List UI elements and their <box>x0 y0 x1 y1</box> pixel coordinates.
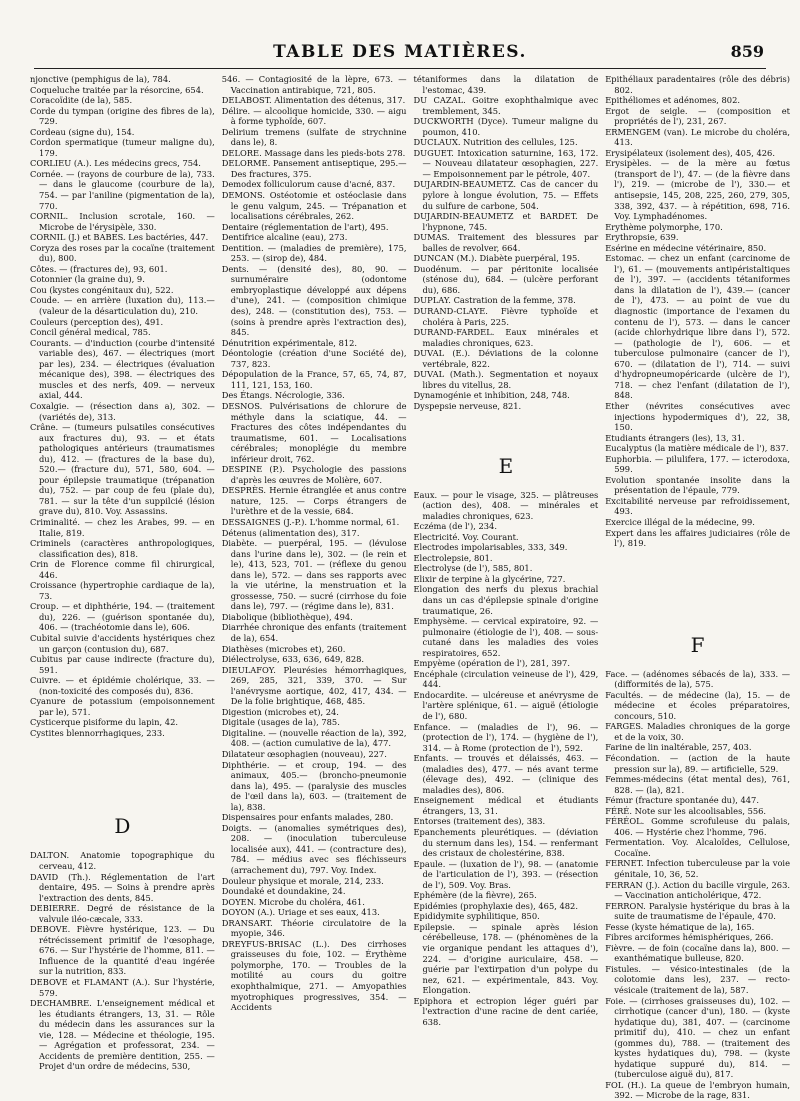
index-entry: Cotonnier (la graine du), 9. <box>30 274 145 285</box>
index-entry: Dents. — (densité des), 80, 90. — surnuméraire (odontome embryoplastique développé aux dépens d'une), 241. — (composition chimique des), 248. — (constitution des), 753. — (soins à prendre après l'extraction des), 845. <box>221 263 407 338</box>
index-entry: Enfance. — (maladies de l'), 96. — (protection de l'), 174. — (hygiène de l'), 314. — à Rome (protection de l'), 592. <box>413 721 599 753</box>
index-entry: Dentition. — (maladies de première), 175, 253. — (sirop de), 484. <box>221 242 407 264</box>
index-entry: Dentaire (réglementation de l'art), 495. <box>221 221 389 232</box>
index-entry: Face. — (adénomes sébacés de la), 333. — (difformités de la), 575. <box>605 668 790 690</box>
index-entry: Cornée. — (rayons de courbure de la), 733. — dans le glaucome (courbure de la), 754. — par l'aniline (pigmentation de la), 770. <box>30 168 215 211</box>
index-entry: tétaniformes dans la dilatation de l'estomac, 439. <box>413 74 599 95</box>
index-entry: Empyème (opération de l'), 281, 397. <box>413 658 570 669</box>
index-entry: Epaule. — (luxation de l'), 98. — (anatomie de l'articulation de l'), 393. — (résection de l'), 509. Voy. Bras. <box>413 858 599 890</box>
index-entry: DAVID (Th.). Réglementation de l'art dentaire, 495. — Soins à prendre après l'extraction des dents, 845. <box>30 871 215 903</box>
index-entry: Diabolique (bibliothèque), 494. <box>221 611 353 622</box>
index-entry: Eucalyptus (la matière médicale de l'), 837. <box>605 443 789 454</box>
index-entry: Enseignement médical et étudiants étrangers, 13, 31. <box>413 795 599 816</box>
index-entry: Delirium tremens (sulfate de strychnine dans le), 8. <box>221 126 407 148</box>
index-entry: Enfants. — trouvés et délaissés, 463. — (maladies des), 477. — nés avant terme (élevage des), 492. — (clinique des maladies des), 806. <box>413 753 599 795</box>
index-entry: Erythropsie, 639. <box>605 232 679 243</box>
index-entry: DUCLAUX. Nutrition des cellules, 125. <box>413 137 578 148</box>
index-entry: Dentifrice alcaline (eau), 273. <box>221 232 348 243</box>
index-entry: Elixir de terpine à la glycérine, 727. <box>413 573 566 584</box>
index-entry: DEMONS. Ostéotomie et ostéoclasie dans le genu valgum, 245. — Trépanation et localisations cérébrales, 262. <box>221 190 407 222</box>
index-entry: DRANSART. Théorie circulatoire de la myopie, 346. <box>221 917 407 939</box>
index-entry: Electrolepsie, 801. <box>413 552 493 563</box>
index-entry: DUCKWORTH (Dyce). Tumeur maligne du poumon, 410. <box>413 116 599 137</box>
index-entry: DUJARDIN-BEAUMETZ. Cas de cancer du pylore à longue évolution, 75. — Effets du sulfure de carbone, 504. <box>413 179 599 211</box>
index-entry: DUGUET. Intoxication saturnine, 163, 172. — Nouveau dilatateur œsophagien, 227. — Empoisonnement par le pétrole, 407. <box>413 147 599 179</box>
index-entry: FERRON. Paralysie hystérique du bras à la suite de traumatisme de l'épaule, 470. <box>605 900 790 922</box>
index-entry: DELABOST. Alimentation des détenus, 317. <box>221 95 406 106</box>
index-entry: Cou (kystes congénitaux du), 522. <box>30 284 174 295</box>
index-entry: Cubital suivie d'accidents hystériques chez un garçon (contusion du), 687. <box>30 632 215 654</box>
index-column-3 <box>414 74 599 1079</box>
index-entry: CORNIL (J.) et BABES. Les bactéries, 447. <box>30 232 209 243</box>
index-entry: Ergot de seigle. — (composition et propriétés de l'), 231, 267. <box>605 105 790 127</box>
section-letter-heading: F <box>690 632 705 657</box>
index-entry: Eczéma (de l'), 234. <box>413 521 497 532</box>
index-entry: Dilatateur œsophagien (nouveau), 227. <box>221 749 387 759</box>
index-entry: DREYFUS-BRISAC (L.). Des cirrhoses graisseuses du foie, 102. — Érythème polymorphe, 170. — Troubles de la motilité au cours du goitre exophthalmique, 271. — Amyopathies myotrophiques progressives, 354. — Accidents <box>221 938 407 1013</box>
index-entry: Cubitus par cause indirecte (fracture du), 591. <box>30 654 215 675</box>
index-entry: Coqueluche traitée par la résorcine, 654. <box>30 84 204 95</box>
index-entry: Foie. — (cirrhoses graisseuses du), 102. — cirrhotique (cancer d'un), 180. — (kyste hydatique du), 381, 407. — (carcinome primitif du), 410. — chez un enfant (gommes du), 788. — (traitement des kystes hydatiques du), 798. — (kyste hydatique suppuré du), 814. — (tuberculose aiguë du), 817. <box>605 995 790 1080</box>
index-entry: 546. — Contagiosité de la lèpre, 673. — Vaccination antirabique, 721, 805. <box>221 74 407 95</box>
index-entry: Epilepsie. — spinale après lésion cérébelleuse, 178. — (phénomènes de la vie organique pendant les attaques d'), 224. — d'origine auriculaire, 458. — guérie par l'extirpation d'un polype du nez, 621. — expérimentale, 843. Voy. Elongation. <box>413 921 599 996</box>
index-entry: Dispensaires pour enfants malades, 280. <box>221 812 394 823</box>
index-entry: Entorses (traitement des), 383. <box>413 816 546 827</box>
index-entry: DALTON. Anatomie topographique du cerveau, 412. <box>30 850 215 871</box>
index-entry: DESSAIGNES (J.-P.). L'homme normal, 61. <box>221 516 400 527</box>
index-entry: Fièvre. — de foin (cocaïne dans la), 800. — exanthématique bulleuse, 820. <box>605 942 790 964</box>
index-entry: DOYEN. Microbe du choléra, 461. <box>221 896 365 907</box>
index-entry: DUNCAN (M.). Diabète puerpéral, 195. <box>413 253 580 264</box>
section-spacer <box>605 549 790 619</box>
index-entry: Cordon spermatique (tumeur maligne du), 179. <box>30 137 215 158</box>
index-entry: Encéphale (circulation veineuse de l'), 429, 444. <box>413 668 599 690</box>
index-entry: Femmes-médecins (état mental des), 761, 828. — (la), 821. <box>605 774 790 795</box>
index-entry: FERNET. Infection tuberculeuse par la voie génitale, 10, 36, 52. <box>605 858 790 879</box>
index-entry: Coxalgie. — (résection dans a), 302. — (variétés de), 313. <box>30 400 215 422</box>
index-entry: DESPRÈS. Hernie étranglée et anus contre nature, 125. — Corps étrangers de l'urèthre et de la vessie, 684. <box>221 485 407 517</box>
index-entry: Criminalité. — chez les Arabes, 99. — en Italie, 819. <box>30 516 215 538</box>
index-entry: Fesse (kyste hématique de la), 165. <box>605 921 755 932</box>
index-entry: DECHAMBRE. L'enseignement médical et les étudiants étrangers, 13, 31. — Rôle du médecin dans les assurances sur la vie, 128. — Médecine et théologie, 195. — Agrégation et professorat, 234. — Accidents de première dentition, 255. — Projet d'un ordre de médecins, 530, <box>30 998 215 1072</box>
index-entry: Criminels (caractères anthropologiques, classification des), 818. <box>30 538 215 559</box>
index-entry: Diathèses (microbes et), 260. <box>221 643 346 654</box>
index-entry: DELORE. Massage dans les pieds-bots 278. <box>221 147 406 158</box>
page-title: TABLE DES MATIÈRES. <box>273 42 527 62</box>
index-entry: Diphthérie. — et croup, 194. — des animaux, 405.— (broncho-pneumonie dans la), 495. — (paralysie des muscles de l'œil dans la), 603. — (traitement de la), 838. <box>221 759 407 812</box>
index-entry: Esérine en médecine vétérinaire, 850. <box>605 242 767 253</box>
index-entry: Ephémère (de la fièvre), 265. <box>413 890 537 901</box>
index-entry: Coracoïdite (de la), 585. <box>30 95 133 106</box>
index-column-2 <box>222 74 407 1079</box>
index-entry: Diarrhée chronique des enfants (traitement de la), 654. <box>221 622 407 643</box>
index-entry: Cuivre. — et épidémie cholérique, 33. — (non-toxicité des composés du), 836. <box>30 675 215 696</box>
index-entry: DUPLAY. Castration de la femme, 378. <box>413 295 576 306</box>
index-entry: Fistules. — vésico-intestinales (de la colotomie dans les), 237. — recto-vésicale (traitement de la), 587. <box>605 963 790 996</box>
index-entry: FARGES. Maladies chroniques de la gorge et de la voix, 30. <box>605 721 790 742</box>
index-entry: Dénutrition expérimentale, 812. <box>221 337 358 348</box>
index-column-4 <box>605 74 790 1101</box>
page-number: 859 <box>730 42 764 61</box>
index-entry: Dyspepsie nerveuse, 821. <box>413 400 522 411</box>
index-entry: njonctive (pemphigus de la), 784. <box>30 74 171 84</box>
index-entry: Ether (névrites consécutives avec injections hypodermiques d'), 22, 38, 150. <box>605 400 790 433</box>
index-entry: Epanchements pleurétiques. — (déviation du sternum dans les), 154. — renfermant des cristaux de cholestérine, 838. <box>413 827 599 859</box>
index-entry: Cystites blennorrhagiques, 233. <box>30 727 165 738</box>
index-entry: FÉRÉOL. Gomme scrofuleuse du palais, 406. — Hystérie chez l'homme, 796. <box>605 816 790 837</box>
index-entry: Digitaline. — (nouvelle réaction de la), 392, 408. — (action cumulative de la), 477. <box>221 727 407 749</box>
index-entry: Croup. — et diphthérie, 194. — (traitement du), 226. — (guérison spontanée du), 406. — (trachéotomie dans le), 606. <box>30 601 215 633</box>
index-entry: Epidémies (prophylaxie des), 465, 482. <box>413 900 578 911</box>
index-entry: Evolution spontanée insolite dans la présentation de l'épaule, 779. <box>605 474 790 496</box>
index-entry: CORNIL. Inclusion scrotale, 160. — Microbe de l'érysipèle, 330. <box>30 211 215 232</box>
index-entry: Eaux. — pour le visage, 325. — plâtreuses (action des), 408. — minérales et maladies chroniques, 623. <box>413 489 599 521</box>
index-columns <box>30 74 790 1101</box>
index-entry: DELORME. Pansement antiseptique, 295.— Des fractures, 375. <box>221 158 407 179</box>
index-entry: Diélectrolyse, 633, 636, 649, 828. <box>221 654 365 665</box>
index-entry: Farine de lin inaltérable, 257, 403. <box>605 742 752 753</box>
index-entry: DUVAL (Math.). Segmentation et noyaux libres du vitellus, 28. <box>413 369 599 390</box>
index-entry: Epithéliaux paradentaires (rôle des débris) 802. <box>605 74 790 95</box>
index-entry: Digitale (usages de la), 785. <box>221 717 340 728</box>
index-entry: DEBIERRE. Degré de résistance de la valvule iléo-cæcale, 333. <box>30 903 215 924</box>
index-entry: Erythème polymorphe, 170. <box>605 221 723 232</box>
index-column-1 <box>30 74 215 1079</box>
index-entry: DU CAZAL. Goitre exophthalmique avec tremblement, 345. <box>413 95 599 116</box>
index-entry: Euphorbia. — pilulifera, 177. — icterodoxa, 599. <box>605 453 790 475</box>
section-spacer <box>414 412 599 440</box>
index-entry: DUJARDIN-BEAUMETZ et BARDET. De l'hypnone, 745. <box>413 211 599 232</box>
index-entry: Dépopulation de la France, 57, 65, 74, 87, 111, 121, 153, 160. <box>221 369 407 390</box>
index-entry: Erysipèles. — de la mère au fœtus (transport de l'), 47. — (de la fièvre dans l'), 219. — (microbe de l'), 330.— et antisepsie, 145, 208, 225, 260, 279, 305, 338, 392, 437. — à répétition, 698, 716. Voy. Lymphadénomes. <box>605 158 790 222</box>
index-entry: Exercice illégal de la médecine, 99. <box>605 516 755 527</box>
section-letter-heading: E <box>498 453 514 478</box>
index-entry: Fermentation. Voy. Alcaloïdes, Cellulose, Cocaïne. <box>605 837 790 858</box>
index-entry: Croissance (hypertrophie cardiaque de la), 73. <box>30 580 215 601</box>
index-entry: Côtes. — (fractures de), 93, 601. <box>30 263 168 274</box>
index-entry: DUMAS. Traitement des blessures par balles de revolver, 664. <box>413 232 599 253</box>
index-entry: Excitabilité nerveuse par refroidissement, 493. <box>605 495 790 517</box>
index-entry: Couleurs (perception des), 491. <box>30 316 164 327</box>
index-entry: Déontologie (création d'une Société de), 737, 823. <box>221 348 407 369</box>
index-entry: DURAND-FARDEL. Eaux minérales et maladies chroniques, 623. <box>413 327 599 348</box>
index-entry: Courants. — d'induction (courbe d'intensité variable des), 467. — électriques (mort par les), 234. — électriques (évaluation mécanique des), 398. — électriques des muscles et des nerfs, 409. — nerveux axial, 444. <box>30 337 215 401</box>
index-entry: Digestion (microbes et), 24. <box>221 706 339 717</box>
index-entry: DESPINE (P.). Psychologie des passions d'après les œuvres de Molière, 607. <box>221 464 407 485</box>
index-entry: Duodénum. — par péritonite localisée (sténose du), 684. — (ulcère perforant du), 686. <box>413 263 599 295</box>
index-entry: Facultés. — de médecine (la), 15. — de médecine et écoles préparatoires, concours, 510. <box>605 689 790 721</box>
index-entry: Fécondation. — (action de la haute pression sur la), 89. — artificielle, 529. <box>605 752 790 774</box>
index-entry: Expert dans les affaires judiciaires (rôle de l'), 819. <box>605 527 790 549</box>
index-entry: Electricité. Voy. Courant. <box>413 531 519 542</box>
index-entry: Cysticerque pisiforme du lapin, 42. <box>30 717 178 728</box>
index-entry: Dynamogénie et inhibition, 248, 748. <box>413 390 570 401</box>
index-entry: DESNOS. Pulvérisations de chlorure de méthyle dans la sciatique, 44. — Fractures des côtes indépendantes du traumatisme, 601. — Localisations cérébrales; monoplégie du membre inférieur droit, 762. <box>221 400 407 464</box>
index-entry: DUVAL (E.). Déviations de la colonne vertébrale, 822. <box>413 348 599 369</box>
index-entry: Fémur (fracture spontanée du), 447. <box>605 795 759 806</box>
index-entry: Crâne. — (tumeurs pulsatiles consécutives aux fractures du), 93. — et états pathologiques antérieurs (traumatismes du), 412. — (fractures de la base du), 520.— (fracture du), 571, 580, 604. — pour épilepsie traumatique (trépanation du), 752. — par coup de feu (plaie du), 781. — sur la tête d'un suppilcié (lésion grave du), 810. Voy. Assassins. <box>30 422 215 517</box>
section-spacer <box>30 738 215 800</box>
index-entry: FERRAN (J.). Action du bacille virgule, 263. — Vaccination anticholérique, 472. <box>605 879 790 901</box>
index-entry: Estomac. — chez un enfant (carcinome de l'), 61. — (mouvements antipéristaltiques de l'), 397. — (accidents tétaniformes dans la dilatation de l'), 439.— (cancer de l'), 473. — au point de vue du diagnostic (importance de l'examen du contenu de l'), 573. — dans le cancer (acide chlorhydrique libre dans l'), 572. — (pathologie de l'), 606. — et tuberculose pulmonaire (cancer de l'), 670. — (dilatation de l'), 714. — suivi d'hydropneumopéricarde (ulcère de l'), 718. — chez l'enfant (dilatation de l'), 848. <box>605 253 790 401</box>
index-entry: Erysipélateux (isolement des), 405, 426. <box>605 147 775 158</box>
index-entry: Doigts. — (anomalies symétriques des), 208. — (inoculation tuberculeuse localisée aux), 441. — (contracture des), 784. — médius avec ses fléchisseurs (arrachement du), 797. Voy. Index. <box>221 822 407 876</box>
index-entry: FÉRÉ. Note sur les alcoolisables, 556. <box>605 805 767 816</box>
index-entry: Emphysème. — cervical expiratoire, 92. — pulmonaire (étiologie de l'), 408. — sous-cutané dans les maladies des voies respiratoires, 652. <box>413 616 599 658</box>
index-entry: DEBOVE et FLAMANT (A.). Sur l'hystérie, 579. <box>30 977 215 998</box>
index-entry: Détenus (alimentation des), 317. <box>221 527 360 538</box>
index-entry: Demodex folliculorum cause d'acné, 837. <box>221 179 396 190</box>
index-entry: Elongation des nerfs du plexus brachial dans un cas d'épilepsie spinale d'origine traumatique, 26. <box>413 584 599 616</box>
index-entry: Electrodes impolarisables, 333, 349. <box>413 542 568 553</box>
index-entry: Corde du tympan (origine des fibres de la), 729. <box>30 105 215 127</box>
index-entry: FOL (H.). La queue de l'embryon humain, 392. — Microbe de la rage, 831. <box>605 1079 790 1101</box>
index-entry: Doundaké et doundakine, 24. <box>221 886 346 897</box>
index-entry: Epiphora et ectropion léger guéri par l'extraction d'une racine de dent cariée, 638. <box>413 995 599 1027</box>
index-entry: Cyanure de potassium (empoisonnement par le), 571. <box>30 696 215 717</box>
index-entry: CORLIEU (A.). Les médecins grecs, 754. <box>30 158 201 169</box>
index-entry: Etudiants étrangers (les), 13, 31. <box>605 432 745 443</box>
running-header <box>36 42 764 68</box>
section-letter-heading: D <box>114 814 131 839</box>
index-entry: DIEULAFOY. Pleurésies hémorrhagiques, 269, 285, 321, 339, 370. — Sur l'anévrysme aortique, 402, 417, 434. — De la folie brightique, 468, 485. <box>221 664 407 707</box>
index-entry: Délire. — alcoolique homicide, 330. — aigu à forme typhoïde, 607. <box>221 105 407 127</box>
index-entry: Cordeau (signe du), 154. <box>30 126 135 137</box>
index-entry: Electrolyse (de l'), 585, 801. <box>413 563 533 574</box>
index-entry: Crin de Florence comme fil chirurgical, 446. <box>30 559 215 580</box>
index-entry: Coryza des roses par la cocaïne (traitement du), 800. <box>30 242 215 264</box>
index-entry: DURAND-CLAYE. Fièvre typhoïde et choléra à Paris, 225. <box>413 306 599 327</box>
index-entry: DEBOVE. Fièvre hystérique, 123. — Du rétrécissement primitif de l'œsophage, 676. — Sur l'hystérie de l'homme, 811. — Influence de la quantité d'eau ingérée sur la nutrition, 833. <box>30 924 215 977</box>
index-entry: Endocardite. — ulcéreuse et anévrysme de l'artère splénique, 61. — aiguë (étiologie de l'), 680. <box>413 689 599 721</box>
index-entry: Des Étangs. Nécrologie, 336. <box>221 390 345 401</box>
index-entry: Epididymite syphilitique, 850. <box>413 911 540 922</box>
index-entry: Douleur physique et morale, 214, 233. <box>221 875 384 886</box>
index-entry: DOYON (A.). Uriage et ses eaux, 413. <box>221 907 380 918</box>
index-entry: Concil général medical, 785. <box>30 327 151 338</box>
index-entry: Fibres arciformes hémisphériques, 266. <box>605 932 774 943</box>
index-entry: Diabète. — puerpéral, 195. — (lévulose dans l'urine dans le), 302. — (le rein et le), 413, 523, 701. — (réflexe du genou dans le), 572. — dans ses rapports avec la vie utérine, la menstruation et la grossesse, 750. — sucré (cirrhose du foie dans le), 797. — (régime dans le), 831. <box>221 538 407 612</box>
index-entry: ERMENGEM (van). Le microbe du choléra, 413. <box>605 126 790 148</box>
index-entry: Coude. — en arrière (luxation du), 113.— (valeur de la désarticulation du), 210. <box>30 295 215 317</box>
header-rule <box>34 68 766 69</box>
index-entry: Epithéliomes et adénomes, 802. <box>605 95 741 106</box>
